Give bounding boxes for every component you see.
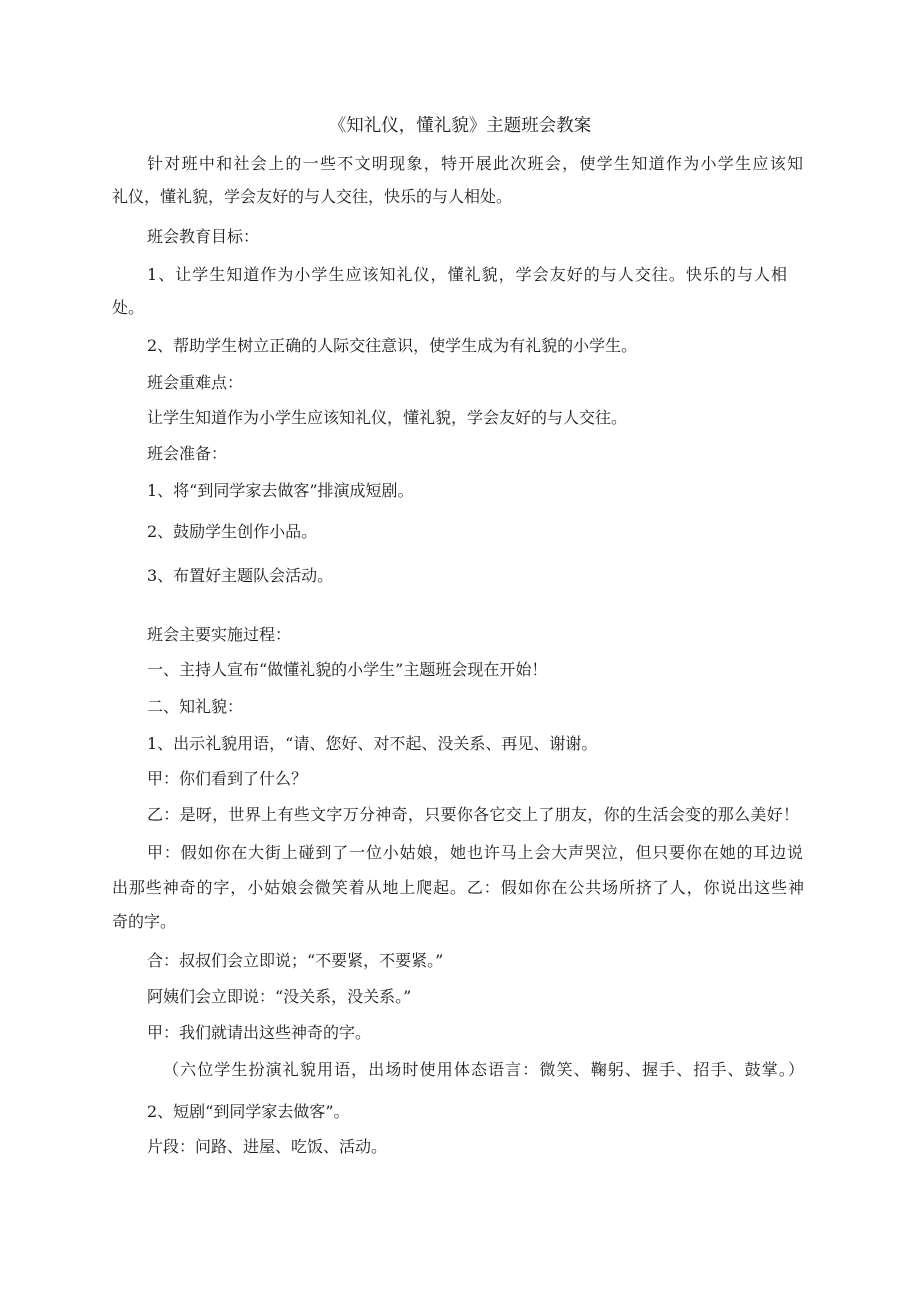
- prep-heading: 班会准备：: [147, 444, 228, 463]
- page-title: 《知礼仪，懂礼貌》主题班会教案: [328, 116, 592, 136]
- step-2-item-1: 1、出示礼貌用语，“请、您好、对不起、没关系、再见、谢谢。: [147, 734, 598, 753]
- goal-2: 2、帮助学生树立正确的人际交往意识，使学生成为有礼貌的小学生。: [147, 336, 638, 355]
- segments: 片段：问路、进屋、吃饭、活动。: [147, 1137, 388, 1156]
- dialog-he: 合：叔叔们会立即说；“不要紧，不要紧。”: [147, 951, 444, 970]
- goals-heading: 班会教育目标：: [147, 227, 260, 246]
- key-points-text: 让学生知道作为小学生应该知礼仪，懂礼貌，学会友好的与人交往。: [147, 408, 628, 427]
- dialog-jia-2-line-1: 甲：假如你在大街上碰到了一位小姑娘，她也许马上会大声哭泣，但只要你在她的耳边说: [147, 843, 803, 862]
- goal-1-line-2: 处。: [112, 298, 145, 317]
- prep-item-3: 3、布置好主题队会活动。: [147, 566, 334, 585]
- process-heading: 班会主要实施过程：: [147, 625, 292, 644]
- step-2-item-2: 2、短剧“到同学家去做客”。: [147, 1102, 350, 1121]
- dialog-jia-2-line-3: 奇的字。: [112, 912, 177, 931]
- process-step-1: 一、主持人宣布“做懂礼貌的小学生”主题班会现在开始！: [147, 660, 548, 679]
- dialog-jia-1: 甲：你们看到了什么？: [147, 769, 308, 788]
- dialog-ayi: 阿姨们会立即说：“没关系，没关系。”: [147, 987, 412, 1006]
- dialog-yi-1: 乙：是呀，世界上有些文字万分神奇，只要你各它交上了朋友，你的生活会变的那么美好！: [147, 805, 799, 824]
- dialog-jia-3: 甲：我们就请出这些神奇的字。: [147, 1023, 372, 1042]
- stage-note: （六位学生扮演礼貌用语，出场时使用体态语言：微笑、鞠躬、握手、招手、鼓掌。）: [163, 1060, 804, 1079]
- process-step-2: 二、知礼貌：: [147, 697, 244, 716]
- prep-item-2: 2、鼓励学生创作小品。: [147, 522, 318, 541]
- key-points-heading: 班会重难点：: [147, 373, 244, 392]
- dialog-jia-2-line-2: 出那些神奇的字，小姑娘会微笑着从地上爬起。乙：假如你在公共场所挤了人，你说出这些神: [112, 878, 804, 897]
- goal-1-line-1: 1、让学生知道作为小学生应该知礼仪，懂礼貌，学会友好的与人交往。快乐的与人相: [147, 265, 787, 284]
- intro-paragraph-line-2: 礼仪，懂礼貌，学会友好的与人交往，快乐的与人相处。: [112, 187, 513, 206]
- prep-item-1: 1、将“到同学家去做客”排演成短剧。: [147, 481, 414, 500]
- intro-paragraph-line-1: 针对班中和社会上的一些不文明现象，特开展此次班会，使学生知道作为小学生应该知: [147, 154, 803, 173]
